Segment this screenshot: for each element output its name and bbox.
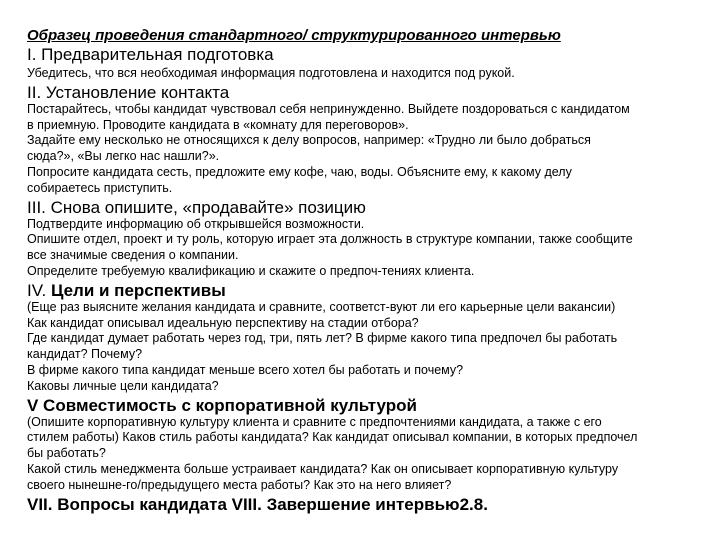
text-line: В фирме какого типа кандидат меньше всего хотел бы работать и почему? <box>27 362 464 377</box>
text-line: Попросите кандидата сесть, предложите ему кофе, чаю, воды. Объясните ему, к какому делу <box>27 164 572 179</box>
text-line: Подтвердите информацию об открывшейся возможности. <box>27 216 365 231</box>
text-line: Как кандидат описывал идеальную перспективу на стадии отбора? <box>27 315 419 330</box>
text-line: бы работать? <box>27 446 106 461</box>
text-line: Убедитесь, что вся необходимая информация подготовлена и находится под рукой. <box>27 66 515 80</box>
footer-heading: VII. Вопросы кандидата VIII. Завершение интервью2.8. <box>27 494 488 514</box>
section-2-heading: II. Установление контакта <box>27 82 230 102</box>
section-5-heading: V Совместимость с корпоративной культурой <box>27 395 417 415</box>
text-line: Где кандидат думает работать через год, три, пять лет? В фирме какого типа предпочел бы работать <box>27 331 618 346</box>
section-4-heading-prefix: IV. <box>27 280 51 300</box>
section-5-text <box>27 415 717 494</box>
section-4-heading-title: Цели и перспективы <box>50 280 226 300</box>
text-line: кандидат? Почему? <box>27 347 143 362</box>
text-line: стилем работы) Каков стиль работы кандидата? Как кандидат описывал компании, в которых предпочел <box>27 430 638 445</box>
document-page <box>27 26 717 514</box>
text-line: собираетесь приступить. <box>27 180 173 195</box>
section-4-heading <box>27 281 717 300</box>
section-2-text <box>27 102 717 197</box>
section-4-text <box>27 300 717 395</box>
section-3-heading: III. Снова опишите, «продавайте» позицию <box>27 197 366 217</box>
text-line: (Опишите корпоративную культуру клиента и сравните с предпочтениями кандидата, а также с его <box>27 414 602 429</box>
text-line: все значимые сведения о компании. <box>27 248 239 263</box>
text-line: Определите требуемую квалификацию и скажите о предпоч-тениях клиента. <box>27 263 475 278</box>
text-line: (Еще раз выясните желания кандидата и сравните, соответст-вуют ли его карьерные цели вакансии) <box>27 299 616 314</box>
text-line: своего нынешне-го/предыдущего места работы? Как это на него влияет? <box>27 477 452 492</box>
text-line: Задайте ему несколько не относящихся к делу вопросов, например: «Трудно ли было добраться <box>27 133 591 148</box>
text-line: Какой стиль менеджмента больше устраивает кандидата? Как он описывает корпоративную культуру <box>27 461 619 476</box>
section-3-text <box>27 217 717 280</box>
text-line: Постарайтесь, чтобы кандидат чувствовал себя непринужденно. Выйдете поздороваться с кандидатом <box>27 101 630 116</box>
section-1-heading: I. Предварительная подготовка <box>27 45 274 64</box>
document-title: Образец проведения стандартного/ структурированного интервью <box>27 27 561 44</box>
text-line: Каковы личные цели кандидата? <box>27 378 219 393</box>
text-line: в приемную. Проводите кандидата в «комнату для переговоров». <box>27 117 409 132</box>
section-1-text <box>27 66 717 82</box>
text-line: сюда?», «Вы легко нас нашли?». <box>27 149 220 164</box>
text-line: Опишите отдел, проект и ту роль, которую играет эта должность в структуре компании, также сообщите <box>27 232 633 247</box>
